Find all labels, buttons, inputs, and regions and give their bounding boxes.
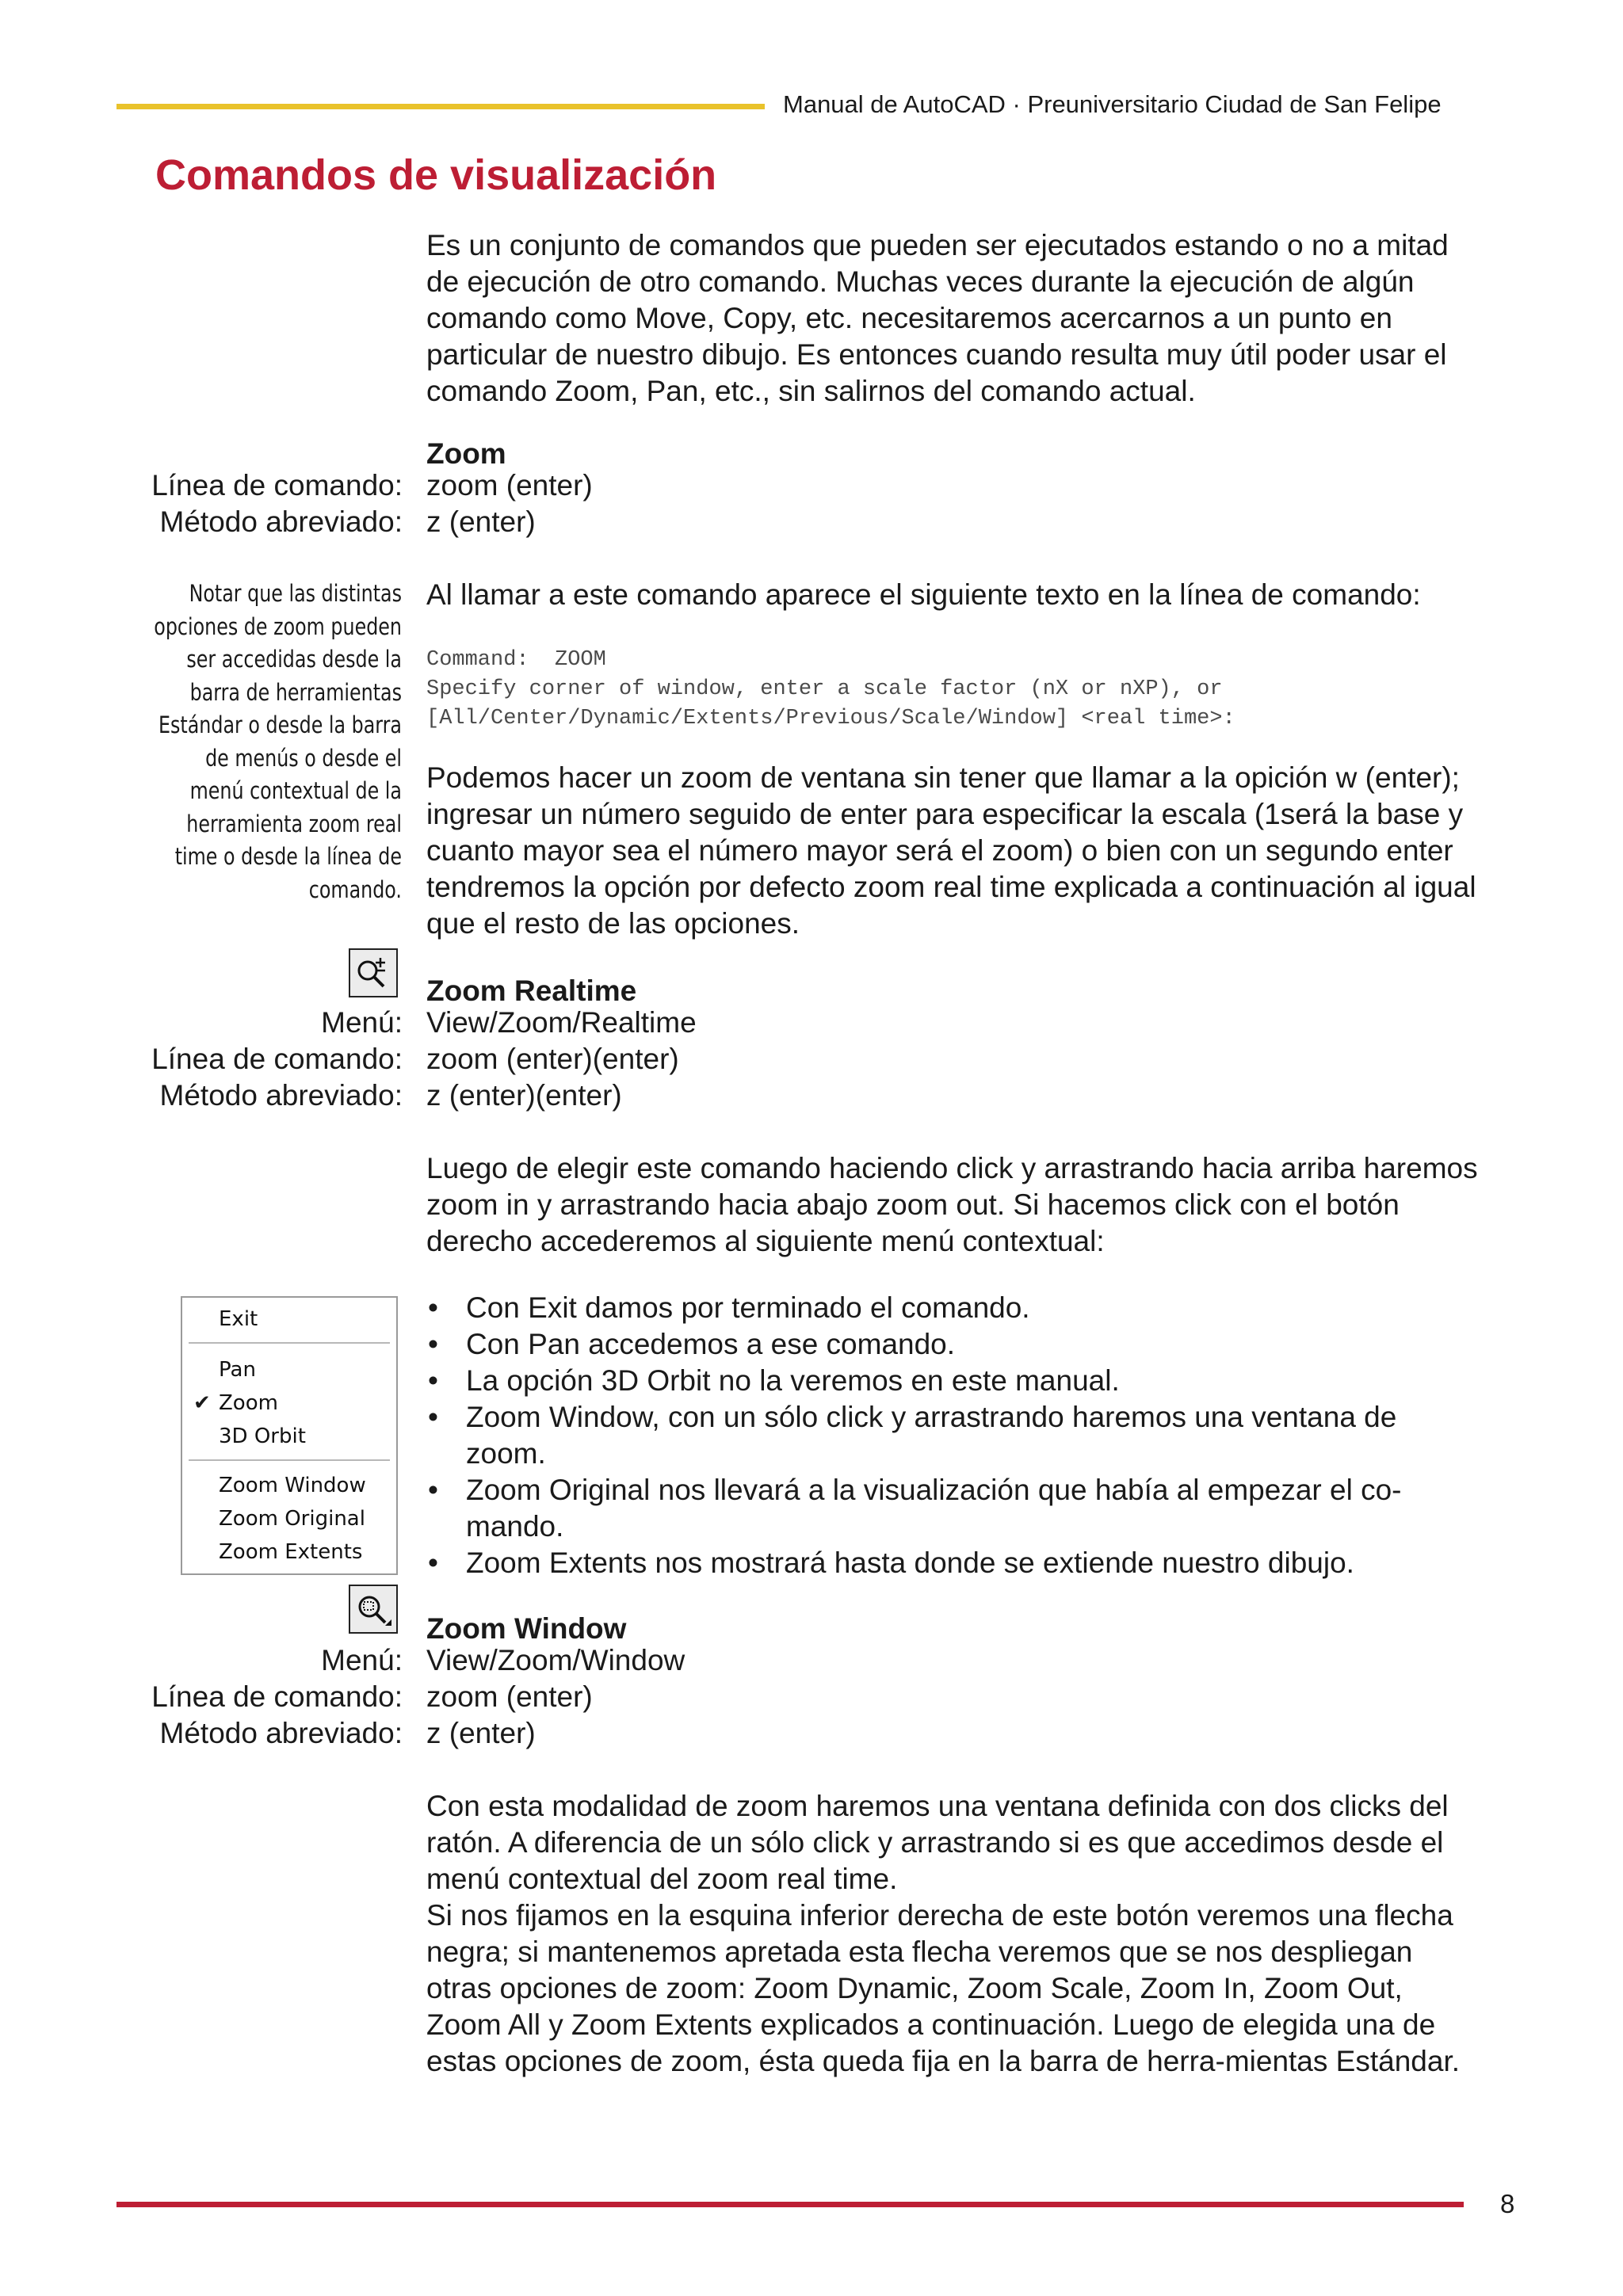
context-menu-item-exit: Exit [219,1307,258,1331]
context-menu-separator [189,1459,390,1461]
zoom-abbr-label: Método abreviado: [159,505,403,538]
zoom-call-text: Al llamar a este comando aparece el siguiente texto en la línea de comando: [426,578,1421,611]
zoom-realtime-menu-label: Menú: [321,1006,403,1039]
side-note [154,578,403,906]
context-menu-item-pan: Pan [219,1358,256,1382]
command-line-2: Specify corner of window, enter a scale factor (nX or nXP), or [426,677,1223,701]
section-title: Comandos de visualización [155,151,717,199]
bullet-item: • Zoom Original nos llevará a la visualización que había al empezar el co-mando. [426,1472,1480,1545]
context-menu-item-zoom-extents: Zoom Extents [219,1540,363,1564]
zoom-window-cmd-label: Línea de comando: [151,1680,403,1713]
zoom-window-abbr-value: z (enter) [426,1717,536,1749]
context-menu-item-zoom-window: Zoom Window [219,1474,366,1497]
bullet-item: • Zoom Extents nos mostrará hasta donde se extiende nuestro dibujo. [426,1545,1480,1581]
zoom-cmd-value: zoom (enter) [426,469,593,502]
zoom-window-menu-label: Menú: [321,1644,403,1676]
command-line-1: Command: ZOOM [426,648,606,672]
zoom-realtime-abbr-label: Método abreviado: [159,1079,403,1112]
context-menu-bullets [426,1290,1480,1581]
zoom-window-cmd-value: zoom (enter) [426,1680,593,1713]
zoom-window-abbr-label: Método abreviado: [159,1717,403,1749]
footer-rule [116,2202,1464,2207]
side-note-text: Notar que las distintas opciones de zoom pueden ser accedidas desde la barra de herramientas Estándar o desde la barra de menús o desde el menú contextual de la herramienta zoom real time o desde la línea de comando. [154,580,403,903]
command-line-3: [All/Center/Dynamic/Extents/Previous/Scale/Window] <real time>: [426,707,1235,730]
bullet-item: • Con Pan accedemos a ese comando. [426,1326,1480,1363]
checkmark-icon: ✔ [193,1391,211,1415]
context-menu-item-zoom: Zoom [219,1391,278,1415]
zoom-realtime-cmd-label: Línea de comando: [151,1043,403,1075]
zoom-window-paragraph-2: Si nos fijamos en la esquina inferior derecha de este botón veremos una flecha negra; si mantenemos apretada esta flecha veremos que se nos despliegan otras opciones de zoom: Zoom Dynamic, Zoom Scale, Zoom In, Zoom Out, Zoom All y Zoom Extents explicados a continuación. Luego de elegida una de estas opciones de zoom, ésta queda fija en la barra de herra-mientas Estándar. [426,1899,1460,2077]
zoom-realtime-cmd-value: zoom (enter)(enter) [426,1043,679,1075]
zoom-window-menu-value: View/Zoom/Window [426,1644,685,1676]
bullet-item: • Zoom Window, con un sólo click y arrastrando haremos una ventana de zoom. [426,1399,1480,1472]
intro-paragraph: Es un conjunto de comandos que pueden ser ejecutados estando o no a mitad de ejecución de otro comando. Muchas veces durante la ejecución de algún comando como Move, Copy, etc. necesitaremos acercarnos a un punto en particular de nuestro dibujo. Es entonces cuando resulta muy útil poder usar el comando Zoom, Pan, etc., sin salirnos del comando actual. [426,229,1449,407]
zoom-realtime-description: Luego de elegir este comando haciendo click y arrastrando hacia arriba haremos zoom in y arrastrando hacia abajo zoom out. Si hacemos click con el botón derecho accederemos al siguiente menú contextual: [426,1152,1478,1257]
context-menu [181,1296,398,1575]
zoom-realtime-abbr-value: z (enter)(enter) [426,1079,622,1112]
header-rule [116,104,765,109]
context-menu-item-zoom-original: Zoom Original [219,1507,365,1531]
zoom-realtime-icon [349,948,398,997]
zoom-window-heading: Zoom Window [426,1612,627,1645]
running-header: Manual de AutoCAD · Preuniversitario Ciudad de San Felipe [783,90,1442,118]
bullet-item: • Con Exit damos por terminado el comando. [426,1290,1480,1326]
command-line-output [426,646,1235,734]
zoom-explanation: Podemos hacer un zoom de ventana sin tener que llamar a la opición w (enter); ingresar un número seguido de enter para especificar la escala (1será la base y cuanto mayor sea el número mayor será el zoom) o bien con un segundo enter tendremos la opción por defecto zoom real time explicada a continuación al igual que el resto de las opciones. [426,761,1476,940]
zoom-heading: Zoom [426,437,506,470]
zoom-realtime-heading: Zoom Realtime [426,974,637,1007]
zoom-realtime-menu-value: View/Zoom/Realtime [426,1006,697,1039]
zoom-cmd-label: Línea de comando: [151,469,403,502]
zoom-window-icon [349,1585,398,1634]
context-menu-separator [189,1342,390,1344]
context-menu-item-3d-orbit: 3D Orbit [219,1425,306,1448]
zoom-window-paragraph-1: Con esta modalidad de zoom haremos una ventana definida con dos clicks del ratón. A diferencia de un sólo click y arrastrando si es que accedimos desde el menú contextual del zoom real time. [426,1790,1449,1895]
bullet-item: • La opción 3D Orbit no la veremos en este manual. [426,1363,1480,1399]
page-number: 8 [1500,2189,1515,2218]
zoom-abbr-value: z (enter) [426,505,536,538]
